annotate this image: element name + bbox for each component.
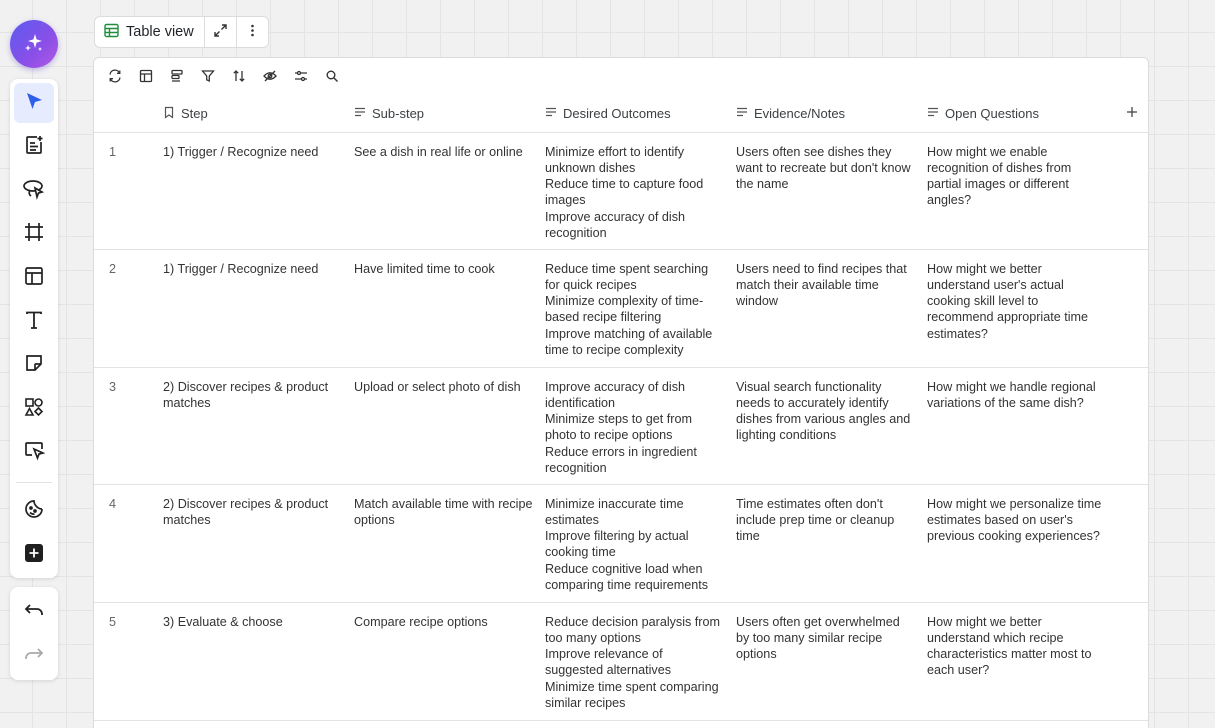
search-icon <box>325 69 339 86</box>
expand-button[interactable] <box>204 17 236 47</box>
outcome-line: Improve accuracy of dish recognition <box>545 209 685 240</box>
text-lines-icon <box>736 106 748 121</box>
history-rail <box>10 587 58 680</box>
table-view-selector[interactable] <box>95 17 204 47</box>
card-tool-button[interactable] <box>14 127 54 167</box>
cell-step[interactable]: 2) Discover recipes & product matches <box>157 367 348 484</box>
column-label: Desired Outcomes <box>563 106 671 122</box>
column-label: Open Questions <box>945 106 1039 122</box>
redo-icon <box>23 643 45 668</box>
group-icon <box>170 69 184 86</box>
group-button[interactable] <box>167 67 187 87</box>
sticker-icon <box>23 498 45 523</box>
outcome-line: Minimize steps to get from photo to recipe options <box>545 412 692 443</box>
cell-step[interactable]: 1) Trigger / Recognize need <box>157 132 348 249</box>
text-lines-icon <box>354 106 366 121</box>
layout-button[interactable] <box>136 67 156 87</box>
cell-substep[interactable]: Match available time with recipe options <box>348 484 539 602</box>
sparkle-icon <box>22 31 46 58</box>
bookmark-icon <box>163 106 175 122</box>
cell-substep[interactable]: See a dish in real life or online <box>348 132 539 249</box>
cell-step[interactable]: 3) Evaluate & choose <box>157 602 348 720</box>
cell-evidence-notes[interactable]: Visual search functionality needs to accurately identify dishes from various angles and lighting conditions <box>730 367 921 484</box>
row-number-header <box>94 96 157 132</box>
widget-header <box>94 16 269 48</box>
more-tools-button[interactable] <box>14 534 54 574</box>
select-tool-button[interactable] <box>14 83 54 123</box>
outcome-line: Minimize effort to identify unknown dishes <box>545 144 685 175</box>
cell-desired-outcomes[interactable] <box>539 132 730 249</box>
add-column-button[interactable] <box>1114 96 1149 132</box>
cell-substep[interactable]: Upload or select photo of dish <box>348 367 539 484</box>
cell-empty <box>1114 484 1149 602</box>
row-number: 4 <box>94 484 157 602</box>
cell-step[interactable]: 2) Discover recipes & product matches <box>157 484 348 602</box>
cell-evidence-notes[interactable]: Users need to find recipes that match their available time window <box>730 249 921 367</box>
cell-desired-outcomes[interactable] <box>539 367 730 484</box>
column-label: Sub-step <box>372 106 425 122</box>
sort-icon <box>232 69 246 86</box>
column-label: Evidence/Notes <box>754 106 846 122</box>
cell-desired-outcomes[interactable] <box>539 602 730 720</box>
cell-substep[interactable]: Have limited time to cook <box>348 249 539 367</box>
table-row[interactable] <box>94 367 1149 484</box>
template-icon <box>23 265 45 290</box>
refresh-icon <box>108 69 122 86</box>
present-tool-button[interactable] <box>14 432 54 472</box>
table-row[interactable] <box>94 484 1149 602</box>
ai-assistant-button[interactable] <box>10 20 58 68</box>
frame-icon <box>23 221 45 246</box>
cell-empty <box>1114 132 1149 249</box>
sticker-tool-button[interactable] <box>14 491 54 531</box>
refresh-button[interactable] <box>105 67 125 87</box>
cell-empty <box>1114 367 1149 484</box>
outcome-line: Improve accuracy of dish identification <box>545 379 685 410</box>
column-header-substep[interactable] <box>348 96 539 132</box>
cell-empty <box>1114 602 1149 720</box>
cell-evidence-notes[interactable]: Time estimates often don't include prep time or cleanup time <box>730 484 921 602</box>
table-row[interactable] <box>94 602 1149 720</box>
column-label: Step <box>181 106 208 122</box>
hide-icon <box>263 69 277 86</box>
data-table <box>94 96 1149 721</box>
cell-desired-outcomes[interactable] <box>539 249 730 367</box>
select-arrow-icon <box>23 90 45 115</box>
lasso-icon <box>22 178 46 203</box>
cell-open-questions[interactable]: How might we enable recognition of dishes from partial images or different angles? <box>921 132 1114 249</box>
plus-icon <box>1126 106 1138 121</box>
table-row[interactable] <box>94 132 1149 249</box>
row-number: 3 <box>94 367 157 484</box>
text-lines-icon <box>545 106 557 121</box>
cell-desired-outcomes[interactable] <box>539 484 730 602</box>
cell-step[interactable]: 1) Trigger / Recognize need <box>157 249 348 367</box>
add-icon <box>23 542 45 567</box>
cell-empty <box>1114 249 1149 367</box>
shapes-icon <box>23 396 45 421</box>
undo-button[interactable] <box>14 591 54 631</box>
header-row <box>94 96 1149 132</box>
lasso-tool-button[interactable] <box>14 170 54 210</box>
settings-sliders-icon <box>294 69 308 86</box>
outcome-line: Reduce cognitive load when comparing time requirements <box>545 561 709 592</box>
row-number: 2 <box>94 249 157 367</box>
outcome-line: Improve matching of available time to recipe complexity <box>545 326 713 357</box>
undo-icon <box>23 599 45 624</box>
more-options-button[interactable] <box>236 17 268 47</box>
table-grid-icon <box>104 23 119 42</box>
outcome-line: Reduce errors in ingredient recognition <box>545 444 697 475</box>
table-row[interactable] <box>94 249 1149 367</box>
shapes-tool-button[interactable] <box>14 388 54 428</box>
cell-substep[interactable]: Compare recipe options <box>348 602 539 720</box>
rail-divider <box>16 482 52 483</box>
note-list-icon <box>23 134 45 159</box>
outcome-line: Improve filtering by actual cooking time <box>545 529 689 560</box>
frame-tool-button[interactable] <box>14 214 54 254</box>
sort-button[interactable] <box>229 67 249 87</box>
layout-icon <box>139 69 153 86</box>
cell-evidence-notes[interactable]: Users often see dishes they want to recreate but don't know the name <box>730 132 921 249</box>
filter-button[interactable] <box>198 67 218 87</box>
cell-open-questions[interactable]: How might we better understand user's actual cooking skill level to recommend appropriate time estimates? <box>921 249 1114 367</box>
cell-open-questions[interactable]: How might we better understand which recipe characteristics matter most to each user? <box>921 602 1114 720</box>
hide-fields-button[interactable] <box>260 67 280 87</box>
text-tool-button[interactable] <box>14 301 54 341</box>
outcome-line: Reduce time to capture food images <box>545 177 704 208</box>
outcome-line: Minimize complexity of time-based recipe filtering <box>545 294 704 325</box>
more-vertical-icon <box>245 23 260 41</box>
screen-pointer-icon <box>23 439 45 464</box>
filter-icon <box>201 69 215 86</box>
outcome-line: Reduce time spent searching for quick recipes <box>545 261 709 292</box>
column-header-open-questions[interactable] <box>921 96 1114 132</box>
expand-icon <box>213 23 228 41</box>
outcome-line: Minimize time spent comparing similar recipes <box>545 679 719 710</box>
template-tool-button[interactable] <box>14 258 54 298</box>
cell-open-questions[interactable]: How might we personalize time estimates based on user's previous cooking experiences? <box>921 484 1114 602</box>
search-button[interactable] <box>322 67 342 87</box>
table-card <box>93 57 1149 728</box>
text-icon <box>23 309 45 334</box>
column-header-step[interactable] <box>157 96 348 132</box>
column-header-evidence-notes[interactable] <box>730 96 921 132</box>
text-lines-icon <box>927 106 939 121</box>
row-number: 5 <box>94 602 157 720</box>
cell-open-questions[interactable]: How might we handle regional variations of the same dish? <box>921 367 1114 484</box>
sticky-note-icon <box>23 352 45 377</box>
sticky-note-tool-button[interactable] <box>14 345 54 385</box>
cell-evidence-notes[interactable]: Users often get overwhelmed by too many similar recipe options <box>730 602 921 720</box>
outcome-line: Improve relevance of suggested alternatives <box>545 647 672 678</box>
settings-button[interactable] <box>291 67 311 87</box>
row-number: 1 <box>94 132 157 249</box>
outcome-line: Reduce decision paralysis from too many options <box>545 614 720 645</box>
table-toolbar <box>94 58 1148 96</box>
tool-rail <box>10 79 58 578</box>
outcome-line: Minimize inaccurate time estimates <box>545 496 684 527</box>
redo-button[interactable] <box>14 635 54 675</box>
column-header-desired-outcomes[interactable] <box>539 96 730 132</box>
widget-title: Table view <box>126 24 194 40</box>
